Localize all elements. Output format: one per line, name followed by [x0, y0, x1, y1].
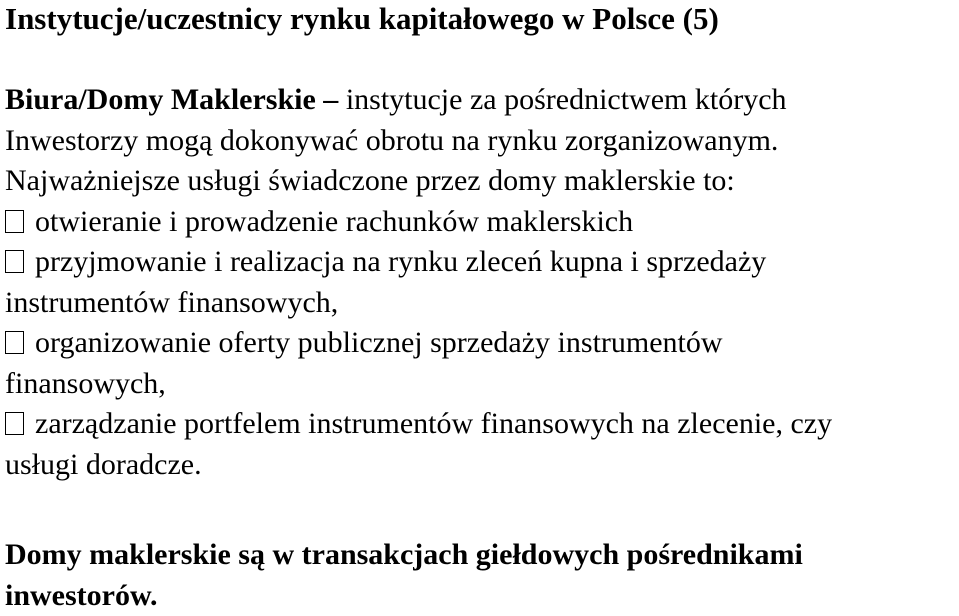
body-text	[5, 80, 959, 485]
conclusion-line-2: inwestorów.	[5, 576, 959, 616]
bullet-item	[5, 404, 959, 445]
bullet-item	[5, 202, 959, 243]
intro-line-3: Najważniejsze usługi świadczone przez domy maklerskie to:	[5, 161, 959, 202]
bullet-continuation: finansowych,	[5, 364, 959, 405]
intro-line-1-rest: instytucje za pośrednictwem których	[338, 83, 786, 116]
square-bullet-icon	[5, 210, 24, 233]
bullet-text: otwieranie i prowadzenie rachunków maklerskich	[35, 205, 633, 238]
square-bullet-icon	[5, 250, 24, 273]
bullet-text: przyjmowanie i realizacja na rynku zleceń kupna i sprzedaży	[35, 245, 766, 278]
conclusion-text	[5, 535, 959, 616]
intro-line-2: Inwestorzy mogą dokonywać obrotu na rynku zorganizowanym.	[5, 121, 959, 162]
intro-line-1	[5, 80, 959, 121]
bullet-item	[5, 323, 959, 364]
bullet-text: zarządzanie portfelem instrumentów finansowych na zlecenie, czy	[35, 407, 832, 440]
conclusion-line-1: Domy maklerskie są w transakcjach giełdowych pośrednikami	[5, 535, 959, 576]
bullet-item	[5, 242, 959, 283]
intro-term: Biura/Domy Maklerskie –	[5, 83, 338, 116]
bullet-continuation: instrumentów finansowych,	[5, 283, 959, 324]
square-bullet-icon	[5, 412, 24, 435]
bullet-text: organizowanie oferty publicznej sprzedaży instrumentów	[35, 326, 723, 359]
bullet-continuation: usługi doradcze.	[5, 445, 959, 486]
square-bullet-icon	[5, 331, 24, 354]
slide-title: Instytucje/uczestnicy rynku kapitałowego w Polsce (5)	[5, 1, 719, 37]
